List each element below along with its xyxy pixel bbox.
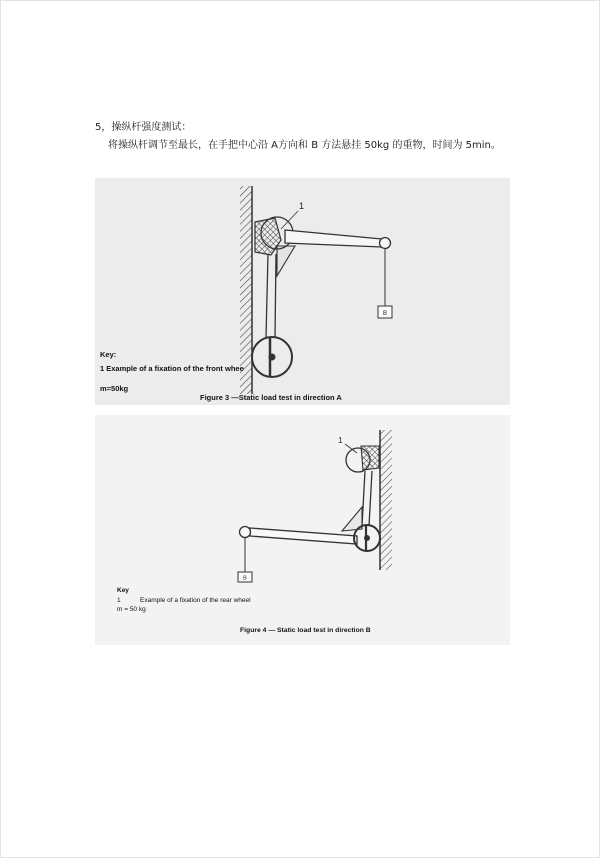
figure-caption: Figure 4 — Static load test in direction B: [240, 627, 371, 634]
weight-label: B: [243, 575, 247, 582]
test-instruction: 将操纵杆调节至最长，在手把中心沿 A方向和 B 方法悬挂 50kg 的重物，时间为 5min。: [108, 140, 501, 151]
wall: [380, 430, 392, 570]
mass-note: m = 50 kg: [117, 606, 146, 613]
handle-grip-end: [380, 238, 391, 249]
callout-leader-line: [281, 211, 298, 229]
handle-bar: [285, 230, 382, 247]
handle-grip-end: [240, 527, 251, 538]
key-title: Key: [117, 587, 129, 594]
rear-wheel: [252, 337, 292, 377]
key-item-number: 1: [117, 597, 121, 604]
key-item-text: Example of a fixation of the rear wheel: [140, 597, 251, 604]
key-title: Key:: [100, 350, 117, 359]
wall: [240, 186, 252, 394]
callout-number: 1: [338, 436, 343, 445]
figure-4: [95, 415, 510, 645]
figure-caption: Figure 3 —Static load test in direction A: [200, 393, 342, 402]
weight-label: B: [382, 311, 388, 317]
stroller-frame: [266, 254, 276, 338]
stroller-frame: [362, 471, 372, 526]
mass-note: m=50kg: [100, 384, 129, 393]
wall-hatching: [380, 430, 392, 570]
wall-hatching: [240, 186, 252, 394]
frame-bracket: [277, 246, 295, 276]
front-wheel: [354, 525, 380, 551]
section-heading: 5，操纵杆强度测试：: [95, 122, 192, 133]
callout-number: 1: [299, 201, 305, 211]
figure-3: [95, 178, 510, 405]
key-item: 1 Example of a fixation of the front whee: [100, 364, 244, 373]
figure-4-diagram: [95, 415, 510, 645]
handle-bar: [250, 528, 357, 544]
rear-wheel-fixation: [361, 446, 379, 470]
